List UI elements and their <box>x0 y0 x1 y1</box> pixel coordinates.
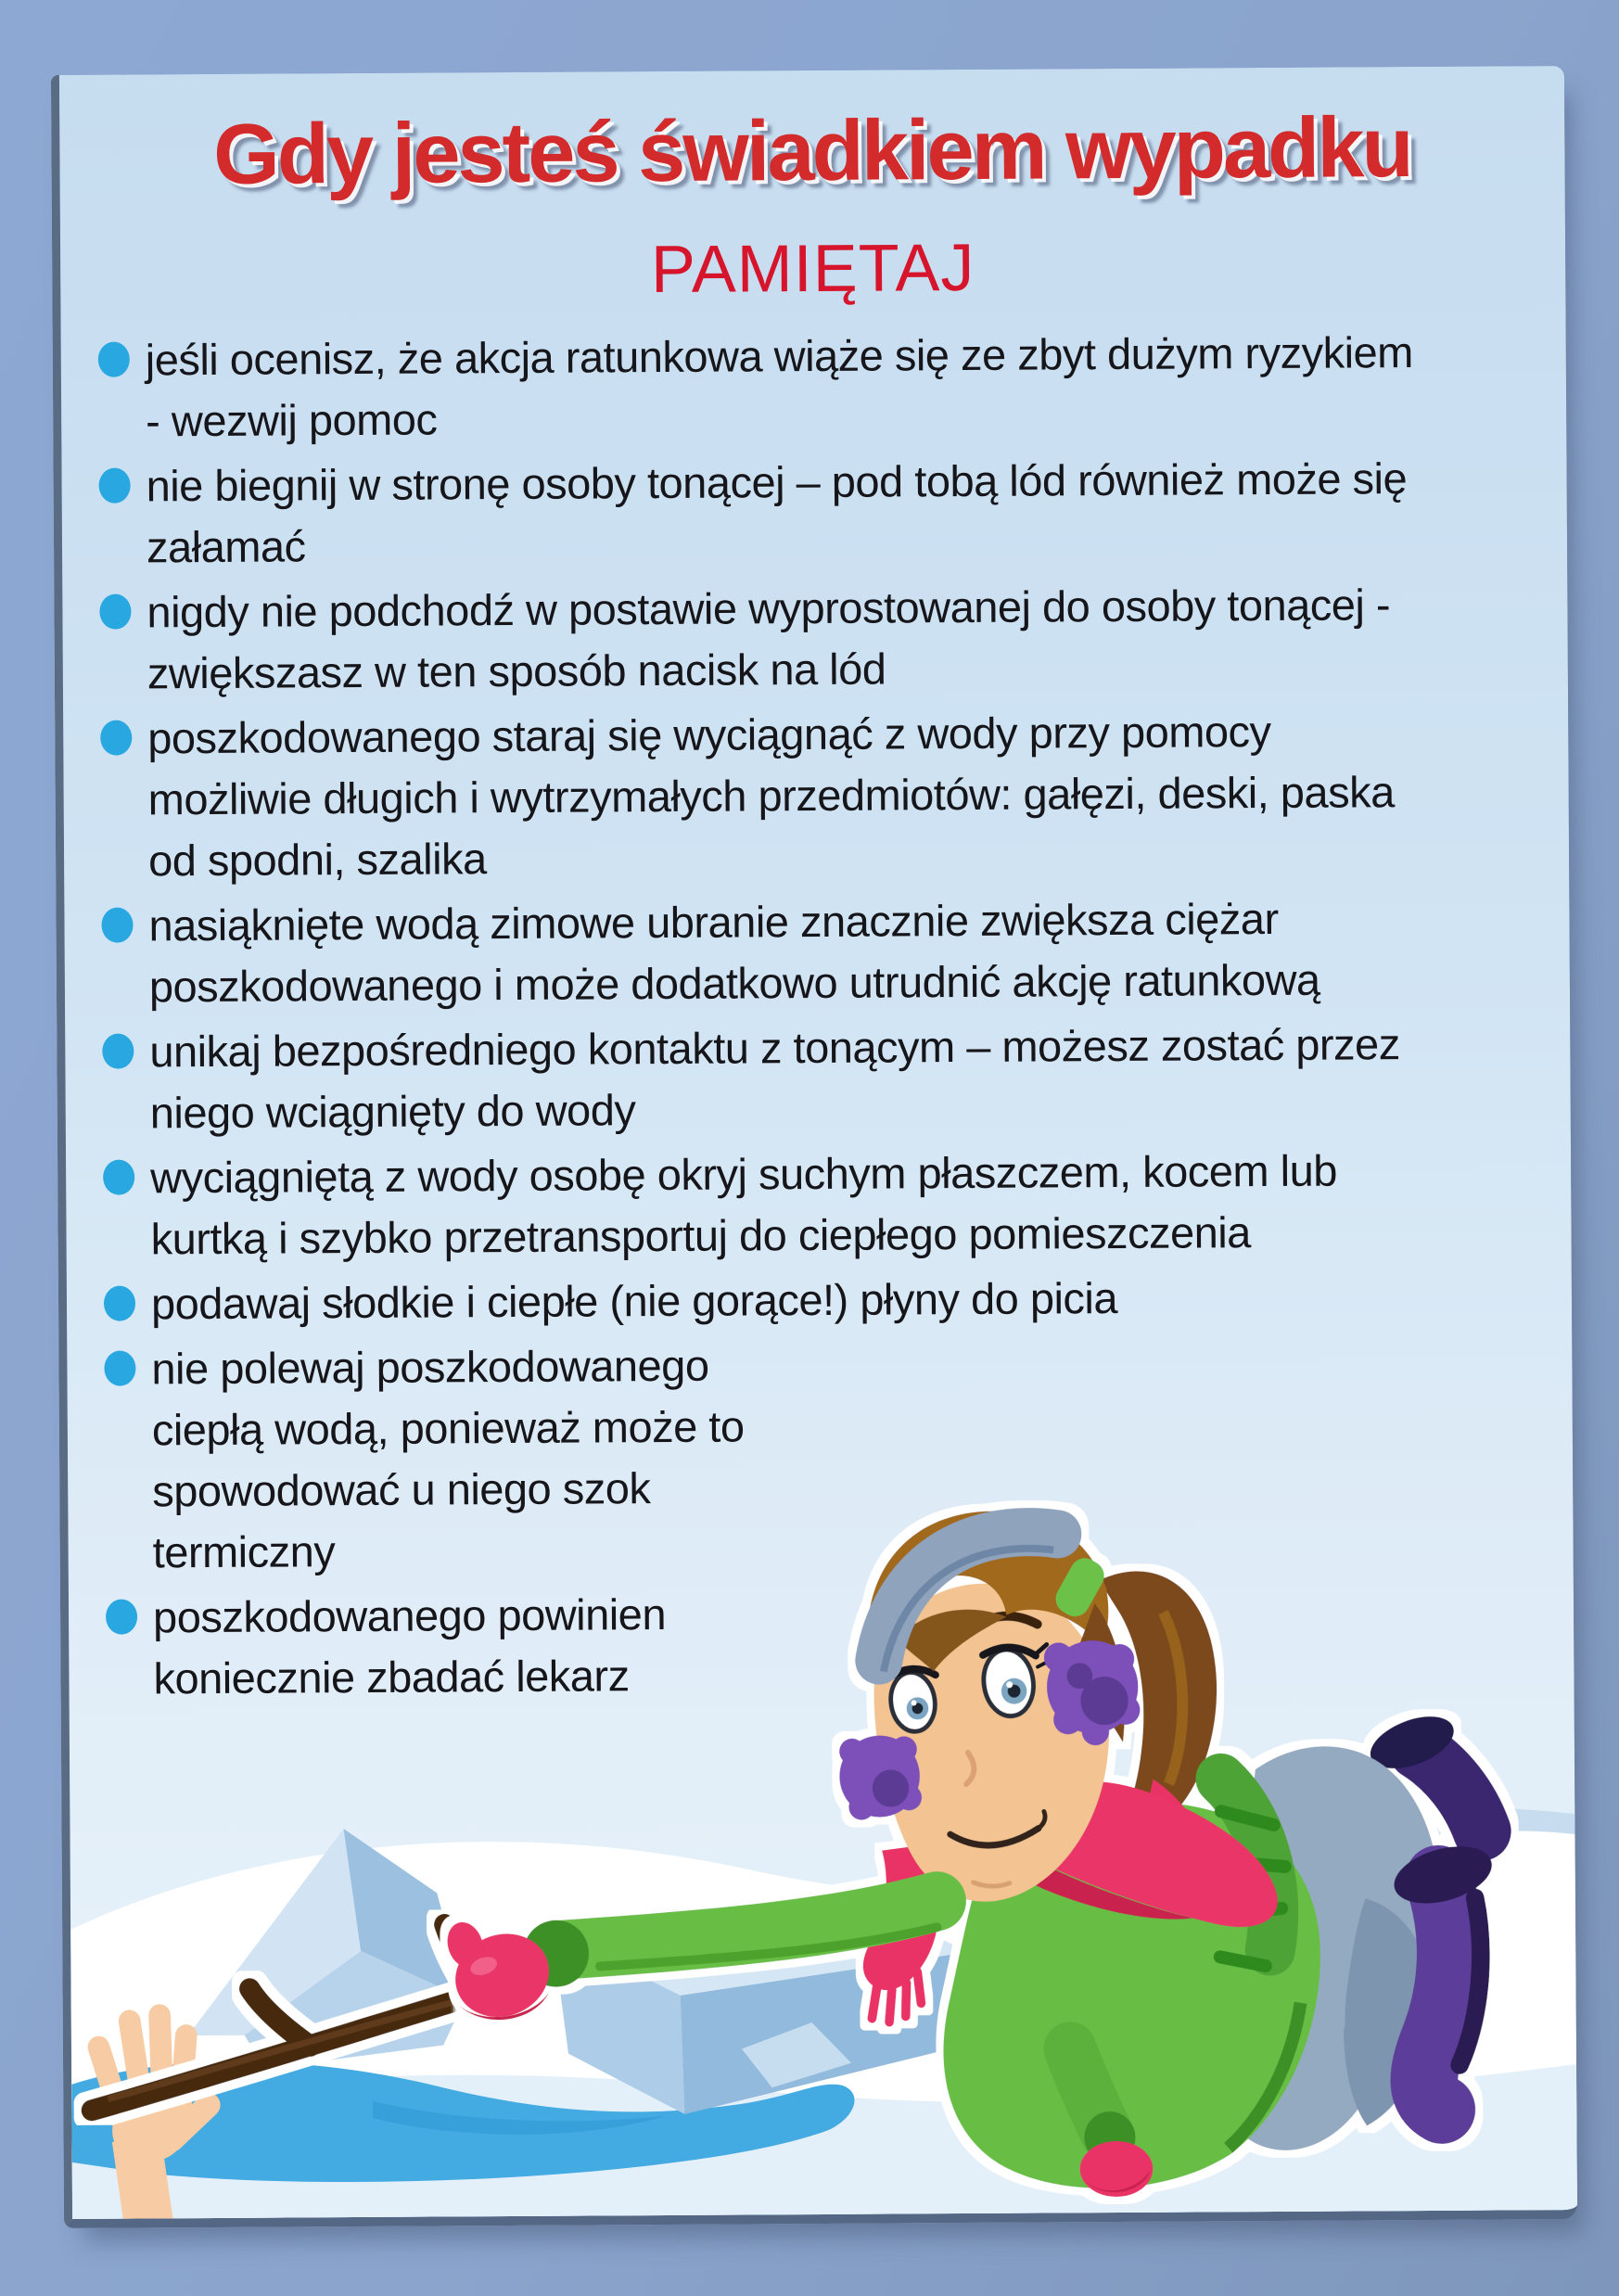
list-item <box>102 1013 1534 1143</box>
list-item-text: poszkodowanego powinien koniecznie zbadać lekarz <box>152 1588 667 1703</box>
list-item-text: nie polewaj poszkodowanego ciepłą wodą, ponieważ może to spowodować u niego szok termiczny <box>151 1340 745 1577</box>
list-item-text: nigdy nie podchodź w postawie wyprostowanej do osoby tonącej - zwiększasz w ten sposób nacisk na lód <box>147 580 1391 698</box>
list-item-text: unikaj bezpośredniego kontaktu z tonącym – możesz zostać przez niego wciągnięty do wody <box>149 1019 1400 1138</box>
bullet-icon <box>100 720 132 755</box>
list-item-text: jeśli ocenisz, że akcja ratunkowa wiąże się ze zbyt dużym ryzykiem - wezwij pomoc <box>145 326 1414 446</box>
bullet-icon <box>99 467 131 503</box>
bullet-icon <box>104 1285 135 1320</box>
poster-sheet <box>51 66 1577 2228</box>
bullet-icon <box>103 1159 134 1194</box>
list-item <box>99 573 1531 704</box>
list-item <box>103 1139 1535 1269</box>
bullet-icon <box>104 1350 135 1385</box>
list-item <box>104 1265 1535 1334</box>
poster-title: Gdy jesteś świadkiem wypadku <box>212 100 1411 202</box>
list-item-text: podawaj słodkie i ciepłe (nie gorące!) płyny do picia <box>150 1272 1118 1329</box>
list-item <box>101 887 1533 1017</box>
list-item <box>98 321 1530 452</box>
list-item <box>106 1578 1537 1709</box>
list-item <box>100 699 1532 891</box>
list-item-text: nie biegnij w stronę osoby tonącej – pod tobą lód również może się załamać <box>146 453 1408 572</box>
list-item <box>98 447 1530 578</box>
bullet-icon <box>98 341 130 376</box>
list-item <box>104 1330 1536 1583</box>
list-item-text: poszkodowanego staraj się wyciągnąć z wody przy pomocy możliwie długich i wytrzymałych przedmiotów: gałęzi, deski, paska od spodni, szalika <box>147 706 1395 886</box>
list-item-text: wyciągniętą z wody osobę okryj suchym płaszczem, kocem lub kurtką i szybko przetransportuj do ciepłego pomieszczenia <box>150 1145 1338 1264</box>
bullet-icon <box>99 593 131 629</box>
poster-content <box>59 66 1574 1710</box>
list-item-text: nasiąknięte wodą zimowe ubranie znacznie zwiększa ciężar poszkodowanego i może dodatkowo utrudnić akcję ratunkową <box>148 893 1320 1012</box>
bullet-icon <box>101 907 133 942</box>
safety-tips-list <box>98 321 1537 1709</box>
bullet-icon <box>106 1599 137 1634</box>
poster-subtitle: PAMIĘTAJ <box>650 231 975 308</box>
bullet-icon <box>102 1033 134 1068</box>
